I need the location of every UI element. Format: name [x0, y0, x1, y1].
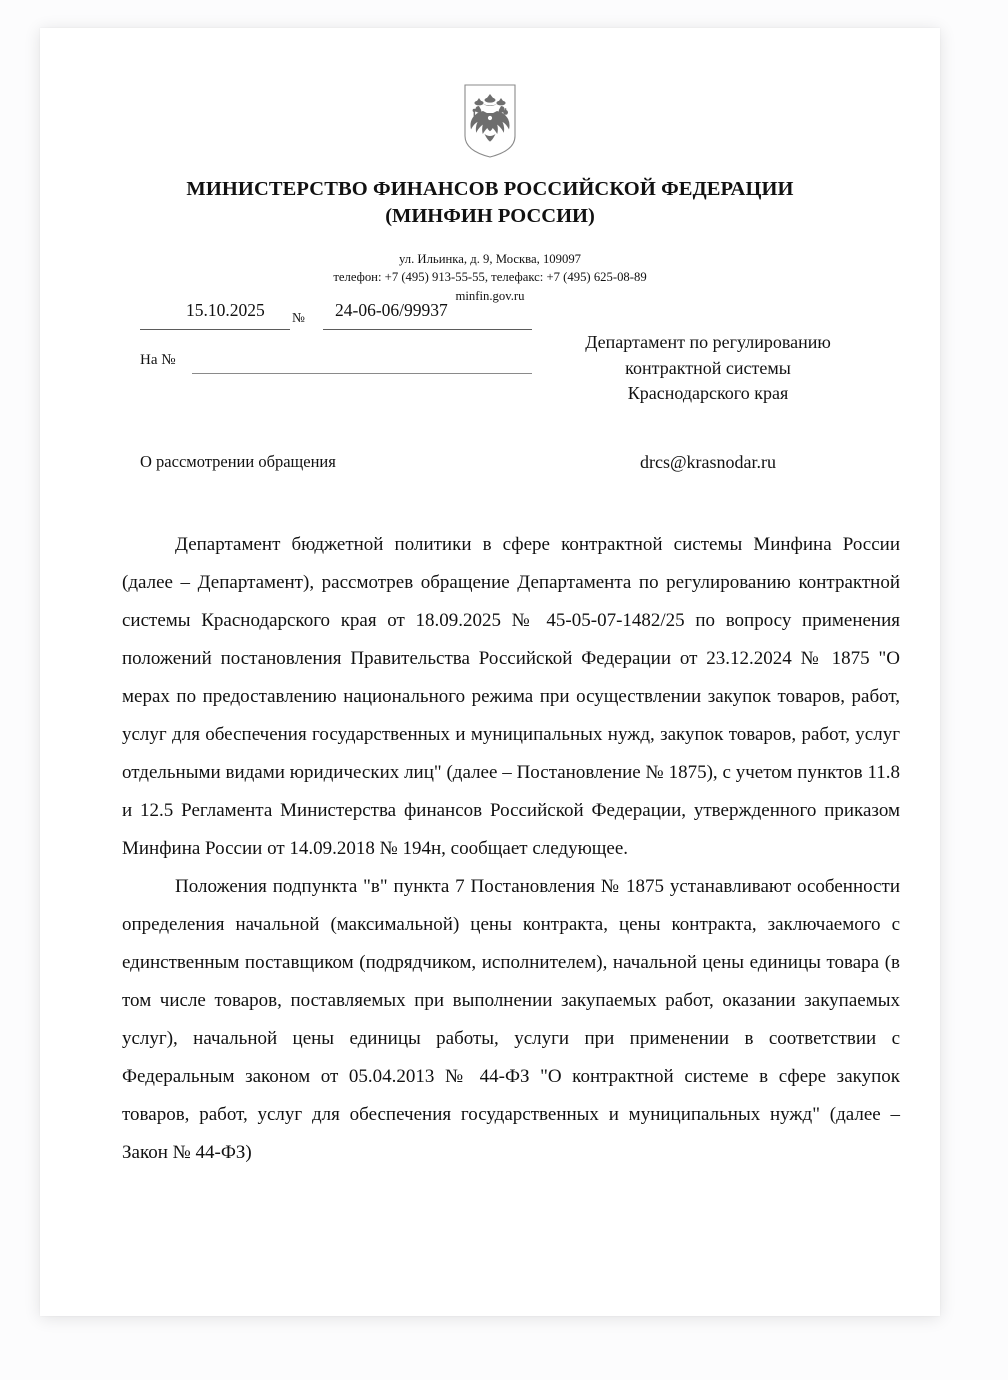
organization-title: МИНИСТЕРСТВО ФИНАНСОВ РОССИЙСКОЙ ФЕДЕРАЦИИ — [186, 178, 794, 200]
document-page — [40, 28, 940, 1316]
addressee-line-3: Краснодарского края — [627, 383, 789, 404]
body-paragraph-2: Положения подпункта "в" пункта 7 Постановления № 1875 устанавливают особенности определения начальной (максимальной) цены контракта, цены контракта, заключаемого с единственным поставщиком (подрядчиком, исполнителем), начальной цены единицы товара (в том числе товаров, поставляемых при выполнении закупаемых работ, оказании закупаемых услуг), начальной цены единицы работы, услуги при применении в соответствии с Федеральным законом от 05.04.2013 № 44-ФЗ "О контрактной системе в сфере закупок товаров, работ, услуг для обеспечения государственных и муниципальных нужд" (далее – Закон № 44-ФЗ) — [122, 876, 900, 1163]
addressee-block — [518, 330, 898, 407]
reference-row-outgoing — [140, 300, 520, 334]
letterhead — [40, 176, 940, 306]
reference-row-incoming — [140, 352, 520, 382]
reference-block — [140, 300, 520, 382]
document-body — [122, 526, 900, 1172]
body-paragraph-1: Департамент бюджетной политики в сфере контрактной системы Минфина России (далее – Департамент), рассмотрев обращение Департамента по регулированию контрактной системы Краснодарского края от 18.09.2025 № 45-05-07-1482/25 по вопросу применения положений постановления Правительства Российской Федерации от 23.12.2024 № 1875 "О мерах по предоставлению национального режима при осуществлении закупок товаров, работ, услуг для обеспечения государственных и муниципальных нужд, закупок товаров, работ, услуг отдельными видами юридических лиц" (далее – Постановление № 1875), с учетом пунктов 11.8 и 12.5 Регламента Министерства финансов Российской Федерации, утвержденного приказом Минфина России от 14.09.2018 № 194н, сообщает следующее. — [122, 534, 900, 859]
number-rule — [323, 329, 532, 330]
document-date: 15.10.2025 — [186, 300, 265, 320]
russian-coat-of-arms-icon — [40, 84, 940, 158]
document-number: 24-06-06/99937 — [335, 300, 448, 320]
subject-line: О рассмотрении обращения — [140, 452, 336, 471]
addressee-email: drcs@krasnodar.ru — [639, 452, 777, 472]
number-sign-label: № — [292, 310, 305, 325]
contact-details — [40, 250, 940, 306]
postal-address: ул. Ильинка, д. 9, Москва, 109097 — [398, 251, 582, 266]
reply-to-rule — [192, 373, 532, 374]
phone-fax: телефон: +7 (495) 913-55-55, телефакс: +7 (495) 625-08-89 — [333, 270, 647, 285]
reply-to-label: На № — [140, 352, 176, 368]
organization-short-name: (МИНФИН РОССИИ) — [385, 205, 595, 228]
website: minfin.gov.ru — [455, 289, 525, 303]
addressee-line-1: Департамент по регулированию — [585, 332, 831, 352]
date-rule — [140, 329, 290, 330]
addressee-line-2: контрактной системы — [625, 357, 791, 378]
